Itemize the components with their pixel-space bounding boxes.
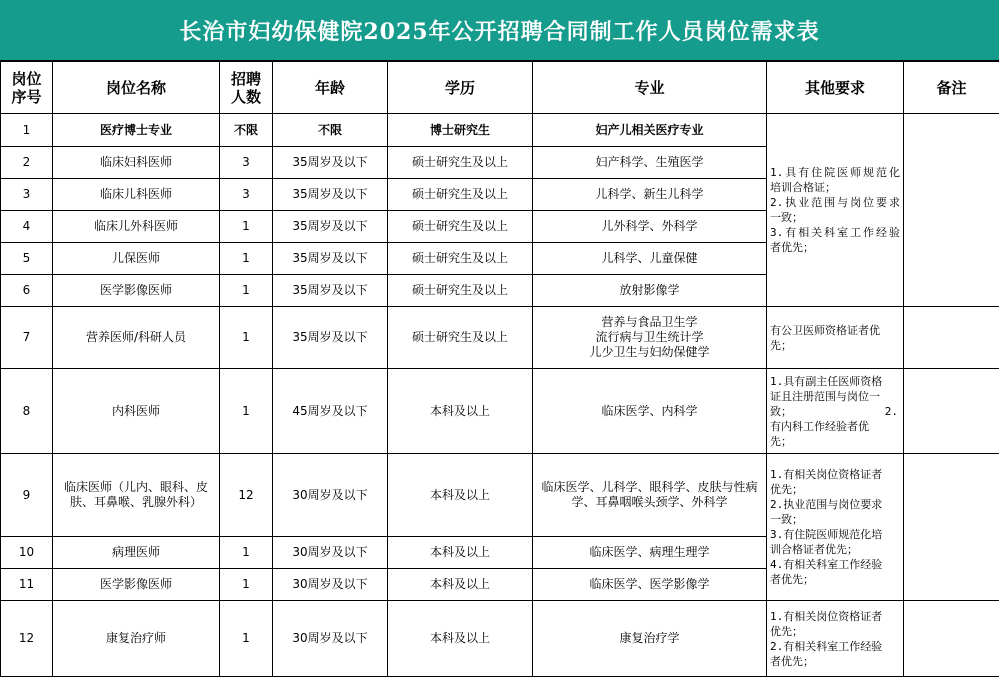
header-seq: 岗位 序号: [1, 62, 53, 114]
cell-edu: 硕士研究生及以上: [388, 211, 533, 243]
table-row: [1, 369, 999, 454]
table-row: [1, 114, 999, 147]
cell-note: [904, 369, 999, 454]
cell-seq: 2: [1, 147, 53, 179]
cell-age: 30周岁及以下: [273, 454, 388, 537]
cell-note: [904, 307, 999, 369]
header-count: 招聘 人数: [220, 62, 273, 114]
table-row: [1, 601, 999, 677]
cell-count: 1: [220, 307, 273, 369]
cell-edu: 硕士研究生及以上: [388, 275, 533, 307]
cell-name: 营养医师/科研人员: [53, 307, 220, 369]
cell-name: 康复治疗师: [53, 601, 220, 677]
cell-edu: 硕士研究生及以上: [388, 243, 533, 275]
cell-age: 30周岁及以下: [273, 601, 388, 677]
cell-edu: 本科及以上: [388, 601, 533, 677]
cell-count: 1: [220, 569, 273, 601]
cell-name: 临床儿外科医师: [53, 211, 220, 243]
cell-count: 不限: [220, 114, 273, 147]
cell-age: 35周岁及以下: [273, 275, 388, 307]
cell-seq: 8: [1, 369, 53, 454]
header-age: 年龄: [273, 62, 388, 114]
cell-other-requirements: 1.具有住院医师规范化 培训合格证； 2.执业范围与岗位要求 一致； 3.有相关科室工作经验 者优先；: [767, 114, 904, 307]
cell-seq: 12: [1, 601, 53, 677]
cell-major: 营养与食品卫生学 流行病与卫生统计学 儿少卫生与妇幼保健学: [533, 307, 767, 369]
cell-major: 临床医学、儿科学、眼科学、皮肤与性病学、耳鼻咽喉头颈学、外科学: [533, 454, 767, 537]
cell-note: [904, 454, 999, 601]
cell-age: 35周岁及以下: [273, 147, 388, 179]
cell-major: 康复治疗学: [533, 601, 767, 677]
cell-seq: 10: [1, 537, 53, 569]
cell-seq: 1: [1, 114, 53, 147]
cell-age: 30周岁及以下: [273, 537, 388, 569]
cell-name: 医疗博士专业: [53, 114, 220, 147]
cell-count: 12: [220, 454, 273, 537]
cell-note: [904, 114, 999, 307]
header-row: [1, 62, 999, 114]
cell-seq: 6: [1, 275, 53, 307]
cell-major: 儿科学、儿童保健: [533, 243, 767, 275]
cell-seq: 11: [1, 569, 53, 601]
cell-age: 35周岁及以下: [273, 179, 388, 211]
cell-major: 临床医学、医学影像学: [533, 569, 767, 601]
cell-edu: 本科及以上: [388, 537, 533, 569]
cell-age: 35周岁及以下: [273, 307, 388, 369]
cell-major: 临床医学、内科学: [533, 369, 767, 454]
table-row: [1, 454, 999, 537]
cell-name: 医学影像医师: [53, 569, 220, 601]
cell-count: 1: [220, 369, 273, 454]
sheet-title: 长治市妇幼保健院2025年公开招聘合同制工作人员岗位需求表: [0, 0, 999, 61]
cell-seq: 5: [1, 243, 53, 275]
cell-name: 儿保医师: [53, 243, 220, 275]
cell-major: 妇产科学、生殖医学: [533, 147, 767, 179]
cell-major: 儿科学、新生儿科学: [533, 179, 767, 211]
cell-name: 临床儿科医师: [53, 179, 220, 211]
cell-edu: 博士研究生: [388, 114, 533, 147]
cell-edu: 硕士研究生及以上: [388, 307, 533, 369]
cell-age: 35周岁及以下: [273, 243, 388, 275]
table-row: [1, 307, 999, 369]
cell-seq: 7: [1, 307, 53, 369]
cell-other-requirements: 1.有相关岗位资格证者 优先； 2.执业范围与岗位要求 一致； 3.有住院医师规范化培 训合格证者优先； 4.有相关科室工作经验 者优先；: [767, 454, 904, 601]
cell-count: 1: [220, 601, 273, 677]
cell-name: 病理医师: [53, 537, 220, 569]
header-edu: 学历: [388, 62, 533, 114]
cell-name: 临床妇科医师: [53, 147, 220, 179]
cell-count: 1: [220, 537, 273, 569]
cell-count: 1: [220, 243, 273, 275]
cell-major: 放射影像学: [533, 275, 767, 307]
cell-seq: 9: [1, 454, 53, 537]
cell-age: 不限: [273, 114, 388, 147]
cell-edu: 硕士研究生及以上: [388, 147, 533, 179]
cell-note: [904, 601, 999, 677]
header-name: 岗位名称: [53, 62, 220, 114]
cell-edu: 本科及以上: [388, 454, 533, 537]
cell-other-requirements: 1.有相关岗位资格证者 优先； 2.有相关科室工作经验 者优先；: [767, 601, 904, 677]
cell-count: 1: [220, 211, 273, 243]
cell-other-requirements: 1.具有副主任医师资格 证且注册范围与岗位一 致； 2. 有内科工作经验者优 先；: [767, 369, 904, 454]
cell-name: 临床医师（儿内、眼科、皮肤、耳鼻喉、乳腺外科）: [53, 454, 220, 537]
cell-other-requirements: 有公卫医师资格证者优 先；: [767, 307, 904, 369]
cell-major: 临床医学、病理生理学: [533, 537, 767, 569]
cell-seq: 3: [1, 179, 53, 211]
cell-major: 儿外科学、外科学: [533, 211, 767, 243]
cell-seq: 4: [1, 211, 53, 243]
header-note: 备注: [904, 62, 999, 114]
position-table: [0, 61, 999, 677]
cell-age: 35周岁及以下: [273, 211, 388, 243]
cell-major: 妇产儿相关医疗专业: [533, 114, 767, 147]
cell-edu: 硕士研究生及以上: [388, 179, 533, 211]
header-other: 其他要求: [767, 62, 904, 114]
cell-name: 医学影像医师: [53, 275, 220, 307]
cell-name: 内科医师: [53, 369, 220, 454]
cell-count: 3: [220, 147, 273, 179]
cell-count: 1: [220, 275, 273, 307]
header-major: 专业: [533, 62, 767, 114]
cell-edu: 本科及以上: [388, 569, 533, 601]
cell-age: 30周岁及以下: [273, 569, 388, 601]
cell-count: 3: [220, 179, 273, 211]
cell-edu: 本科及以上: [388, 369, 533, 454]
cell-age: 45周岁及以下: [273, 369, 388, 454]
